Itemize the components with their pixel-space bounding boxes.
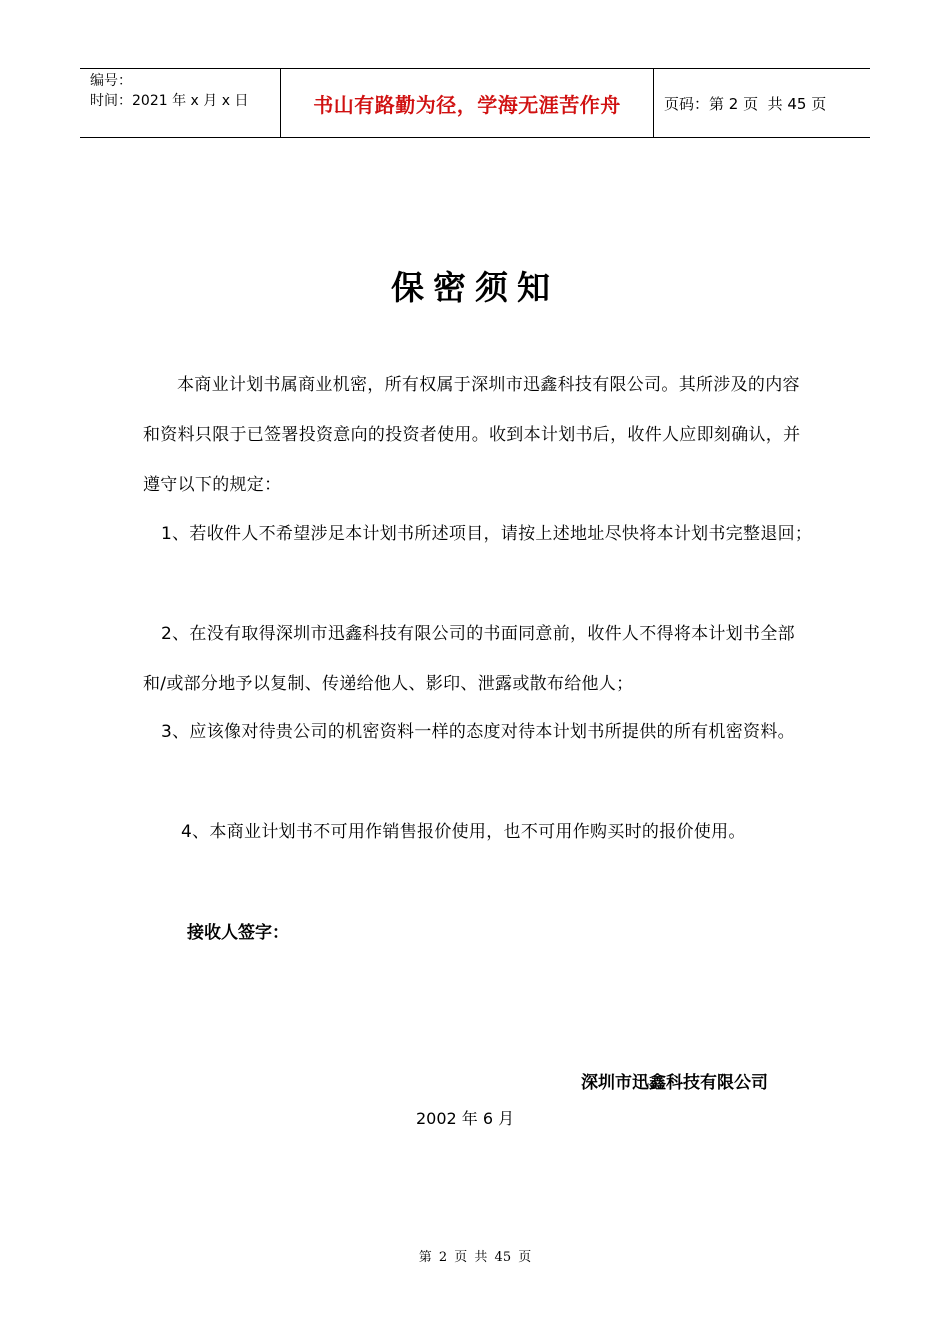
document-date: 2002 年 6 月 bbox=[416, 1109, 515, 1128]
page-footer: 第 2 页 共 45 页 bbox=[418, 1250, 532, 1265]
intro-paragraph: 本商业计划书属商业机密，所有权属于深圳市迅鑫科技有限公司。其所涉及的内容和资料只限于已签署投资意向的投资者使用。收到本计划书后，收件人应即刻确认，并遵守以下的规定： bbox=[143, 375, 801, 495]
time-label: 时间：2021 年 x 月 x 日 bbox=[90, 93, 249, 109]
header-meta bbox=[80, 69, 281, 137]
page-info-label: 页码：第 2 页 共 45 页 bbox=[664, 94, 827, 113]
document-title: 保密须知 bbox=[391, 268, 559, 307]
rule-item-3: 3、应该像对待贵公司的机密资料一样的态度对待本计划书所提供的所有机密资料。 bbox=[161, 722, 795, 742]
number-label: 编号： bbox=[90, 73, 132, 89]
rule-item-4: 4、本商业计划书不可用作销售报价使用，也不可用作购买时的报价使用。 bbox=[181, 822, 746, 842]
company-name: 深圳市迅鑫科技有限公司 bbox=[581, 1073, 768, 1093]
rule-item-1: 1、若收件人不希望涉足本计划书所述项目，请按上述地址尽快将本计划书完整退回； bbox=[161, 524, 813, 544]
header-page-info bbox=[654, 69, 870, 137]
signature-label: 接收人签字： bbox=[187, 923, 289, 943]
page-header bbox=[80, 68, 870, 138]
header-motto: 书山有路勤为径，学海无涯苦作舟 bbox=[281, 69, 654, 137]
rule-item-2: 2、在没有取得深圳市迅鑫科技有限公司的书面同意前，收件人不得将本计划书全部和/或部分地予以复制、传递给他人、影印、泄露或散布给他人； bbox=[143, 624, 795, 694]
